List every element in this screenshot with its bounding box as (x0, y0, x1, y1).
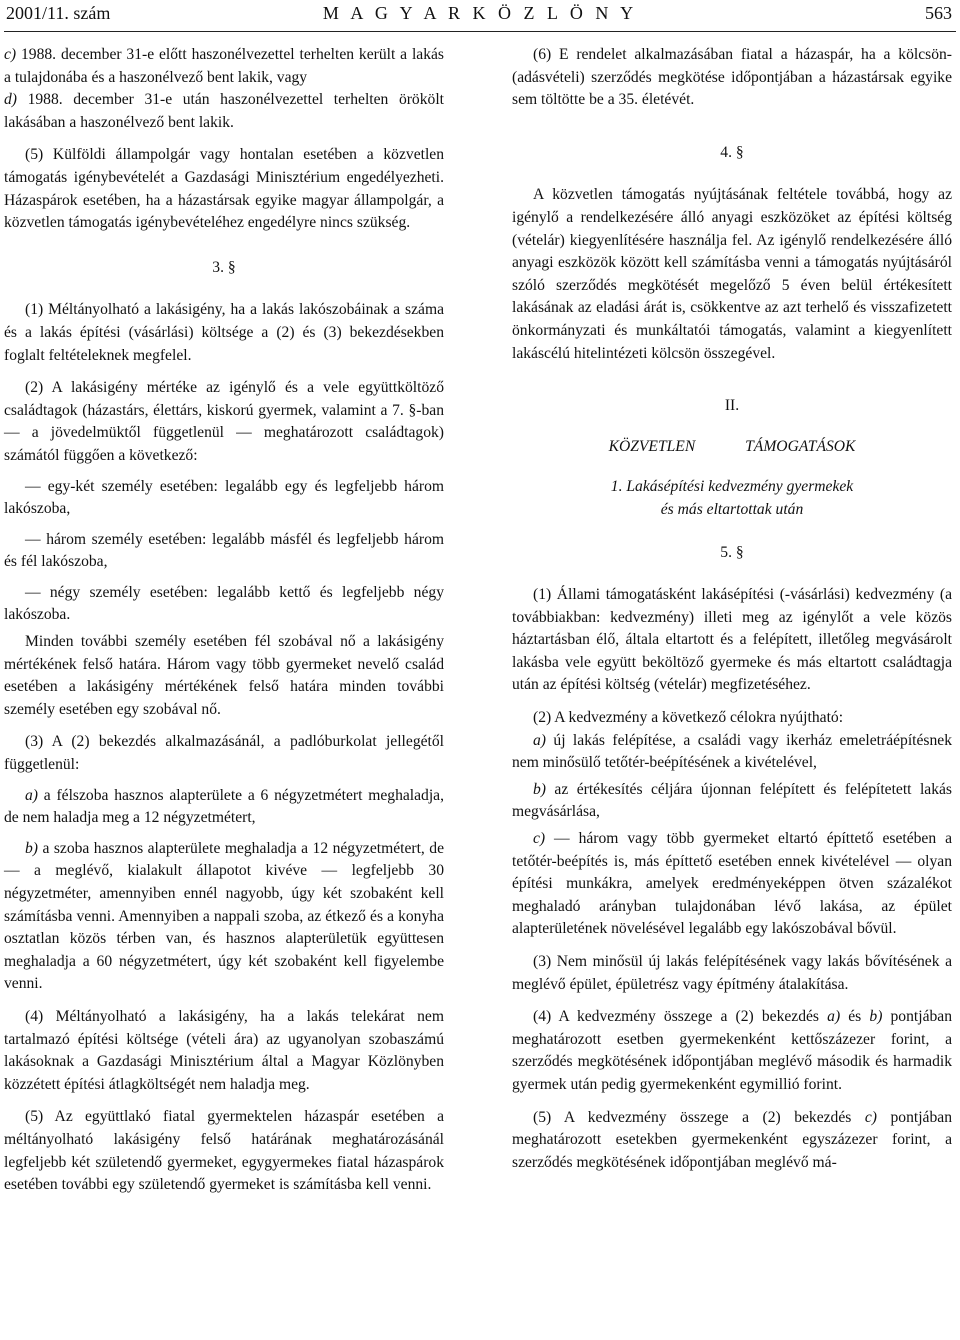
item-5-2-c-label: c) (533, 830, 546, 848)
paragraph-5-5-c: c) (864, 1108, 877, 1126)
issue-number: 2001/11. szám (6, 3, 111, 23)
paragraph-5-5-pre: (5) A kedvezmény összege a (2) bekezdés (533, 1108, 865, 1126)
item-5-2-c (512, 828, 952, 941)
item-5-2-c-text: — három vagy több gyermeket eltartó építtető esetében a tetőtér-beépítés is, más építtető esetében ennek kivételével — olyan építési munkákra, amelyek eredményeképpen ötven százalékot meghaladó arányban tulajdonában lévő lakása, az épület alapterületének növelésével legalább egy lakószobával bővül. (512, 830, 952, 938)
section-heading-4: 4. § (720, 143, 744, 161)
item-c-label: c) (4, 46, 17, 63)
chapter-subtitle-line-2: és más eltartottak után (660, 500, 804, 518)
item-3-3-b-text: a szoba hasznos alapterülete meghaladja a 12 négyzetmétert, de — a meglévő, kialakult állapotot kivéve — legfeljebb 30 négyzetméter, amennyiben ennél nagyobb, úgy két szobaként kell számításba venni. Amennyiben a nappali szoba, az étkező és a konyha osztatlan közös térben van, és hasznos alapterületük együttesen meghaladja a 60 négyzetmétert, úgy két szobaként kell figyelembe venni. (4, 839, 444, 993)
item-3-3-a (4, 785, 444, 830)
part-number: II. (724, 397, 740, 415)
section-heading-3: 3. § (212, 258, 236, 276)
section-heading-5: 5. § (720, 543, 744, 561)
paragraph-3-2: (2) A lakásigény mértéke az igénylő és a vele együttköltöző családtagok (házastárs, élettárs, kiskorú gyermek, valamint a 7. §-ban — a jövedelmüktől függetlenül — meghatározott családtagok) számától függően a következő: (4, 379, 444, 464)
item-3-3-a-text: a félszoba hasznos alapterülete a 6 négyzetmétert meghaladja, de nem haladja meg a 12 négyzetmétert, (4, 786, 444, 827)
item-d-label: d) (4, 91, 17, 109)
paragraph-5-4-mid: és (840, 1008, 870, 1026)
item-d (4, 89, 444, 134)
item-5-2-b-label: b) (533, 780, 546, 798)
page-number: 563 (925, 3, 952, 23)
dash-item-2: — három személy esetében: legalább másfél és legfeljebb három és fél lakószoba, (4, 530, 444, 571)
paragraph-5-4-b: b) (869, 1008, 883, 1026)
item-c-text: 1988. december 31-e előtt haszonélvezettel terhelten került a lakás a tulajdonába és a haszonélvező bent lakik, vagy (4, 46, 444, 86)
paragraph-2-5: (5) Külföldi állampolgár vagy hontalan esetében a közvetlen támogatás igénybevételét a Gazdasági Minisztérium engedélyezheti. Házaspárok esetében, ha a házastársak egyike magyar állampolgár, a közvetlen támogatás igénybevételéhez engedélyre nincs szükség. (4, 146, 444, 232)
item-5-2-b (512, 779, 952, 824)
item-5-2-a (512, 730, 952, 775)
chapter-subtitle-line-1: 1. Lakásépítési kedvezmény gyermekek (610, 478, 854, 496)
paragraph-3-3: (3) A (2) bekezdés alkalmazásánál, a padlóburkolat jellegétől függetlenül: (4, 733, 444, 774)
item-3-3-b (4, 838, 444, 996)
item-d-text: 1988. december 31-e után haszonélvezettel terhelten örökölt lakásában a haszonélvező bent lakik. (4, 91, 444, 131)
paragraph-5-5 (512, 1107, 952, 1175)
item-c (4, 44, 444, 89)
item-5-2-a-text: új lakás felépítése, a családi vagy ikerház emeletráépítésnek nem minősülő tetőtér-beépítésének a kivételével, (512, 731, 952, 772)
paragraph-5-4-pre: (4) A kedvezmény összege a (2) bekezdés (533, 1008, 828, 1026)
paragraph-3-5: (5) Az együttlakó fiatal gyermektelen házaspár esetében a méltányolható lakásigény felső határának meghatározásánál legfeljebb két születendő gyermeket, egygyermekes fiatal házaspárok esetében további egy születendő gyermeket is számításba kell venni. (4, 1108, 444, 1194)
paragraph-4: A közvetlen támogatás nyújtásának feltétele továbbá, hogy az igénylő a rendelkezésére álló anyagi eszközöket az építési költség (vételár) kiegyenlítésére használja fel. Az igénylő rendelkezésére álló anyagi eszközök között kell számításba venni a támogatás nyújtásáról szóló szerződés megkötését megelőző 5 éven belül értékesített lakásának az eladási árát is, csökkentve az azt terhelő és visszafizetett önkormányzati és munkáltatói támogatás, valamint a kiegyenlített lakáscélú hitelintézeti kölcsön összegével. (512, 186, 952, 362)
paragraph-3-2-more: Minden további személy esetében fél szobával nő a lakásigény mértékének felső határa. Három vagy több gyermeket nevelő család esetében a lakásigény mértékének felső határa minden további személy esetében egy szobával nő. (4, 633, 444, 718)
paragraph-5-4-a: a) (827, 1008, 841, 1026)
paragraph-5-4 (512, 1006, 952, 1096)
dash-item-3: — négy személy esetében: legalább kettő és legfeljebb négy lakószoba. (4, 583, 444, 624)
paragraph-5-5-post: pontjában meghatározott esetekben gyermekenként egyszázezer forint, a szerződés megkötésének időpontjában meglévő má- (512, 1108, 952, 1171)
paragraph-3-6: (6) E rendelet alkalmazásában fiatal a házaspár, ha a kölcsön- (adásvételi) szerződés megkötése időpontjában a házastársak egyike sem töltötte be a 35. életévét. (512, 46, 952, 109)
chapter-subtitle (512, 476, 952, 521)
paragraph-5-3: (3) Nem minősül új lakás felépítésének vagy lakás bővítésének a meglévő épület, épületrész vagy építmény átalakítása. (512, 953, 952, 993)
right-column (512, 44, 952, 1174)
part-title: KÖZVETLEN TÁMOGATÁSOK (608, 437, 856, 455)
item-3-3-a-label: a) (25, 786, 38, 804)
dash-item-1: — egy-két személy esetében: legalább egy és legfeljebb három lakószoba, (4, 477, 444, 518)
paragraph-3-4: (4) Méltányolható a lakásigény, ha a lakás telekárat nem tartalmazó építési költsége (vételi ára) az ugyanolyan szobaszámú lakásoknak a Gazdasági Minisztérium által a Magyar Közlönyben közzétett építési átlagköltségét nem haladja meg. (4, 1007, 444, 1093)
item-5-2-b-text: az értékesítés céljára újonnan felépített és felépítetett lakás megvásárlása, (512, 780, 952, 821)
journal-title: M A G Y A R K Ö Z L Ö N Y (322, 3, 638, 23)
item-5-2-a-label: a) (533, 731, 546, 749)
paragraph-5-4-post: pontjában meghatározott esetben gyermekenként kettőszázezer forint, a szerződés megkötésének időpontjában meglévő második és harmadik gyermek után pedig gyermekenként egymillió forint. (512, 1008, 953, 1093)
paragraph-5-1: (1) Állami támogatásként lakásépítési (-vásárlási) kedvezmény (a továbbiakban: kedvezmény) illeti meg az igénylőt a vele közös háztartásban élő, általa eltartott és a felépített, illetőleg megvásárolt lakásba vele együtt beköltöző gyermeke és más eltartott családtagja után az építési költség (vételár) megfizetéséhez. (512, 586, 952, 694)
left-column (4, 44, 444, 1207)
header-rule (4, 31, 956, 32)
paragraph-5-2: (2) A kedvezmény a következő célokra nyújtható: (533, 709, 844, 727)
page-header (0, 0, 960, 30)
item-3-3-b-label: b) (25, 839, 38, 857)
paragraph-3-1: (1) Méltányolható a lakásigény, ha a lakás lakószobáinak a száma és a lakás építési (vásárlási) költsége a (2) és (3) bekezdésekben foglalt feltételeknek megfelel. (4, 301, 444, 364)
